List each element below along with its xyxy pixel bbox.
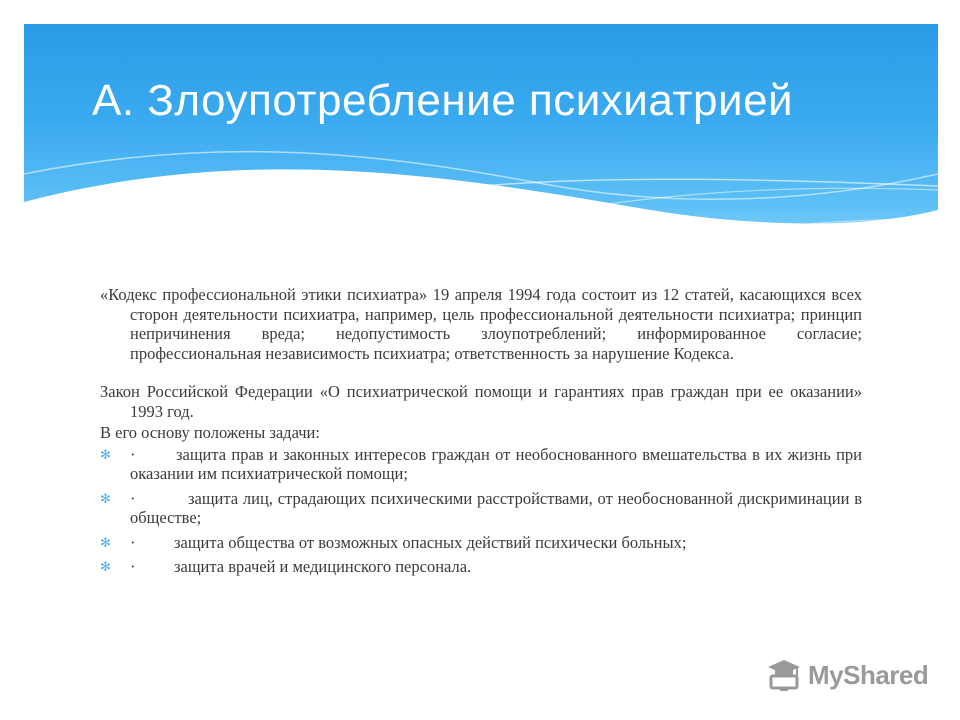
asterisk-bullet-icon: ✻ [100, 559, 111, 574]
middle-dot: · [130, 488, 136, 508]
header-banner [24, 24, 938, 268]
myshared-watermark [766, 655, 928, 695]
asterisk-bullet-icon: ✻ [100, 446, 111, 462]
asterisk-bullet-icon: ✻ [100, 534, 111, 550]
watermark-text: MyShared [808, 659, 929, 690]
slide-title: А. Злоупотребление психиатрией [92, 76, 794, 125]
list-item-text: защита общества от возможных опасных действий психически больных; [174, 532, 687, 552]
law-paragraph: Закон Российской Федерации «О психиатрической помощи и гарантиях прав граждан при ее оказании» 1993 год. [100, 382, 862, 421]
list-item [100, 489, 862, 528]
list-item-text: защита лиц, страдающих психическими расстройствами, от необоснованной дискриминации в обществе; [130, 488, 862, 527]
list-item [100, 445, 862, 484]
asterisk-bullet-icon: ✻ [100, 490, 111, 506]
wave-decoration [24, 24, 938, 268]
middle-dot: · [130, 532, 136, 552]
mortarboard-monitor-icon [766, 657, 802, 693]
list-item-text: защита прав и законных интересов граждан от необоснованного вмешательства в их жизнь при оказании им психиатрической помощи; [130, 444, 862, 483]
list-item-text: защита врачей и медицинского персонала. [174, 557, 472, 576]
slide-body [100, 285, 862, 582]
code-paragraph: «Кодекс профессиональной этики психиатра» 19 апреля 1994 года состоит из 12 статей, касающихся всех сторон деятельности психиатра, например, цель профессиональной деятельности психиатра; принцип непричинения вреда; недопустимость злоупотреблений; информированное согласие; профессиональная независимость психиатра; ответственность за нарушение Кодекса. [100, 285, 862, 363]
list-item [100, 533, 862, 553]
middle-dot: · [130, 557, 136, 576]
middle-dot: · [130, 444, 136, 464]
list-item [100, 557, 862, 577]
tasks-intro: В его основу положены задачи: [100, 423, 320, 442]
tasks-list [100, 445, 862, 577]
